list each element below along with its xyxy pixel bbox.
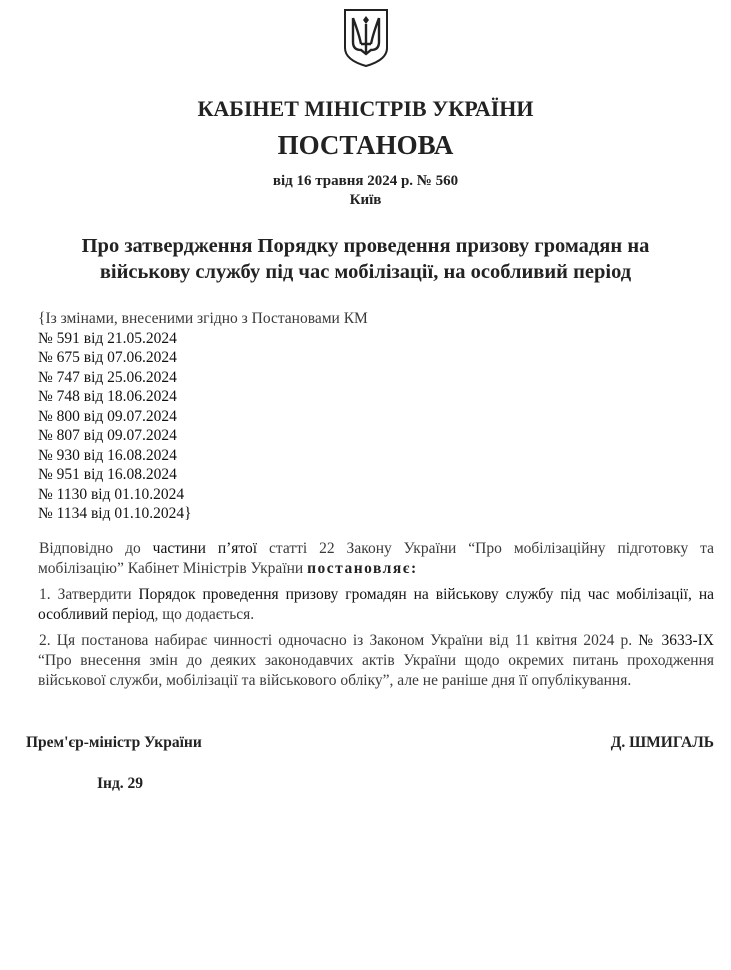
signatory-name: Д. ШМИГАЛЬ	[610, 734, 714, 751]
text: 1. Затвердити	[39, 586, 139, 603]
text: 2. Ця постанова набирає чинності одночасно із Законом України від 11 квітня 2024 р.	[39, 632, 639, 649]
amendment-link[interactable]: № 748 від 18.06.2024	[38, 388, 177, 405]
law-article-link[interactable]: частини п’ятої	[152, 540, 258, 557]
text: , що додається.	[154, 606, 255, 623]
amendment-link[interactable]: № 951 від 16.08.2024	[38, 466, 177, 483]
organization-name: КАБІНЕТ МІНІСТРІВ УКРАЇНИ	[197, 96, 534, 121]
preamble-paragraph	[38, 539, 714, 579]
clause-2	[38, 631, 714, 691]
law-link[interactable]: № 3633-IX	[638, 632, 714, 649]
amendment-link[interactable]: № 675 від 07.06.2024	[38, 349, 177, 366]
text: Відповідно до	[39, 540, 153, 557]
decree-word: постановляє:	[307, 560, 418, 577]
document-title: Про затвердження Порядку проведення призову громадян на військову службу під час мобілізації, на особливий період	[81, 235, 650, 283]
amendment-link[interactable]: № 930 від 16.08.2024	[38, 446, 177, 464]
amendment-link[interactable]: № 1130 від 01.10.2024	[38, 485, 185, 503]
closing-brace: }	[184, 505, 192, 522]
amendments-list	[38, 309, 368, 524]
coat-of-arms-trident-icon	[343, 8, 389, 68]
amendment-link[interactable]	[38, 504, 368, 524]
amendments-intro: {Із змінами, внесеними згідно з Постановами КМ	[38, 310, 368, 327]
index-number: Інд. 29	[97, 775, 144, 792]
amendment-link[interactable]: № 747 від 25.06.2024	[38, 368, 177, 386]
amendment-link[interactable]: № 800 від 09.07.2024	[38, 407, 177, 425]
signatory-position: Прем'єр-міністр України	[26, 734, 202, 751]
date-number: від 16 травня 2024 р. № 560	[272, 173, 459, 189]
amendment-link[interactable]: № 807 від 09.07.2024	[38, 427, 177, 444]
text: “Про внесення змін до деяких законодавчих актів України щодо окремих питань проходження військової служби, мобілізації та військового обліку”, але не раніше дня її опублікування.	[38, 652, 714, 689]
document-type: ПОСТАНОВА	[277, 130, 454, 160]
text: статті 22 Закону України “Про мобілізаційну підготовку та мобілізацію” Кабінет Міністрів України	[38, 540, 714, 577]
procedure-link[interactable]: Порядок проведення призову громадян на військову службу під час мобілізації, на особливий період	[38, 586, 715, 623]
city: Київ	[349, 192, 382, 208]
amendment-link[interactable]: № 591 від 21.05.2024	[38, 329, 177, 347]
amendment-link[interactable]: № 1134 від 01.10.2024	[38, 505, 185, 522]
clause-1	[38, 585, 714, 625]
